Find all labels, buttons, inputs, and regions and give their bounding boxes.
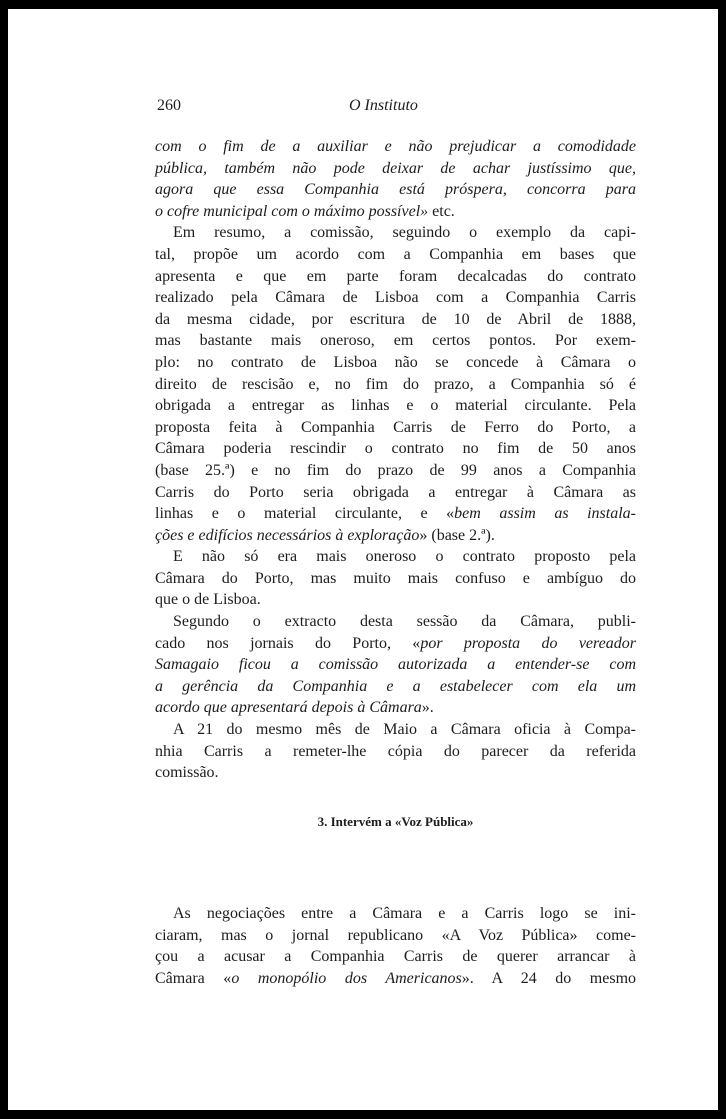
text-line [155, 309, 636, 331]
italic-text: com o fim de a auxiliar e não prejudicar a comodidade [155, 138, 636, 155]
italic-text: o monopólio dos Americanos [231, 969, 462, 987]
page-header [157, 97, 637, 119]
italic-text: bem assim as instala- [454, 505, 637, 523]
text-line [155, 482, 636, 504]
book-page [8, 9, 718, 1110]
text-line [155, 352, 636, 374]
text-line [155, 438, 636, 460]
text-span: Câmara poderia rescindir o contrato no fim de 50 anos [155, 440, 636, 458]
text-span: ciaram, mas o jornal republicano «A Voz Pública» come- [155, 926, 636, 944]
text-line [155, 762, 636, 784]
italic-text: o cofre municipal com o máximo possível» [155, 202, 429, 220]
text-line [155, 741, 636, 763]
text-span: realizado pela Câmara de Lisboa com a Companhia Carris [155, 289, 636, 307]
body-text-block-2 [155, 903, 636, 989]
text-span: apresenta e que em parte foram decalcadas do contrato [155, 267, 636, 285]
text-span: nhia Carris a remeter-lhe cópia do parecer da referida [155, 742, 636, 760]
text-span: mas bastante mais oneroso, em certos pontos. Por exem- [155, 332, 636, 350]
text-line [155, 925, 636, 947]
text-line [155, 374, 636, 396]
italic-text: por proposta do vereador [420, 634, 636, 652]
text-line [155, 330, 636, 352]
section-heading: 3. Intervém a «Voz Pública» [317, 814, 474, 829]
text-line [155, 568, 636, 590]
text-span: E não só era mais oneroso o contrato proposto pela [173, 548, 636, 566]
text-span: As negociações entre a Câmara e a Carris logo se ini- [173, 905, 636, 922]
text-span: A 21 do mesmo mês de Maio a Câmara oficia à Compa- [173, 721, 636, 739]
text-span: da mesma cidade, por escritura de 10 de Abril de 1888, [155, 310, 636, 328]
text-line [155, 546, 636, 568]
text-line [155, 719, 636, 741]
text-line [155, 222, 636, 244]
text-line [155, 654, 636, 676]
text-line [155, 395, 636, 417]
text-span: Segundo o extracto desta sessão da Câmara, publi- [173, 613, 636, 631]
running-title: O Instituto [349, 97, 418, 114]
text-line [155, 589, 636, 611]
text-span: etc. [428, 202, 455, 220]
italic-text: agora que essa Companhia está próspera, concorra para [155, 181, 636, 199]
text-line [155, 417, 636, 439]
text-span: Câmara do Porto, mas muito mais confuso e ambíguo do [155, 569, 636, 587]
text-line [155, 946, 636, 968]
text-span: ». [421, 699, 434, 717]
italic-text: pública, também não pode deixar de achar justíssimo que, [155, 159, 636, 177]
text-span: que o de Lisboa. [155, 591, 261, 609]
text-span: cado nos jornais do Porto, « [155, 634, 421, 652]
italic-text: ções e edifícios necessários à exploração [155, 526, 420, 544]
text-line [155, 460, 636, 482]
text-span: comissão. [155, 764, 219, 782]
italic-text: acordo que apresentará depois à Câmara [155, 699, 422, 717]
text-line [155, 503, 636, 525]
text-span: ». A 24 do mesmo [461, 969, 637, 987]
text-line [155, 525, 636, 547]
text-span: Carris do Porto seria obrigada a entregar à Câmara as [155, 483, 636, 501]
text-line [155, 676, 636, 698]
text-span: linhas e o material circulante, e « [155, 505, 455, 523]
text-span: direito de rescisão e, no fim do prazo, a Companhia só é [155, 375, 636, 393]
text-span: çou a acusar a Companhia Carris de querer arrancar à [155, 948, 636, 966]
body-text-block-1 [155, 136, 636, 784]
text-span: (base 25.ª) e no fim do prazo de 99 anos a Companhia [155, 461, 636, 479]
text-line [155, 136, 636, 158]
text-line [155, 266, 636, 288]
text-line [155, 968, 636, 990]
text-line [155, 201, 636, 223]
italic-text: Samagaio ficou a comissão autorizada a entender-se com [155, 656, 636, 674]
text-line [155, 903, 636, 925]
text-line [155, 633, 636, 655]
text-line [155, 158, 636, 180]
text-line [155, 244, 636, 266]
text-span: Câmara « [155, 969, 232, 987]
text-span: tal, propõe um acordo com a Companhia em bases que [155, 245, 636, 263]
text-line [155, 179, 636, 201]
text-line [155, 287, 636, 309]
page-number: 260 [157, 97, 181, 114]
text-line [155, 697, 636, 719]
text-span: obrigada a entregar as linhas e o material circulante. Pela [155, 397, 636, 415]
text-span: » (base 2.ª). [419, 526, 495, 544]
text-span: plo: no contrato de Lisboa não se concede à Câmara o [155, 353, 636, 371]
italic-text: a gerência da Companhia e a estabelecer com ela um [155, 677, 636, 695]
text-line [155, 611, 636, 633]
text-span: Em resumo, a comissão, seguindo o exemplo da capi- [173, 224, 636, 242]
text-span: proposta feita à Companhia Carris de Ferro do Porto, a [155, 418, 636, 436]
